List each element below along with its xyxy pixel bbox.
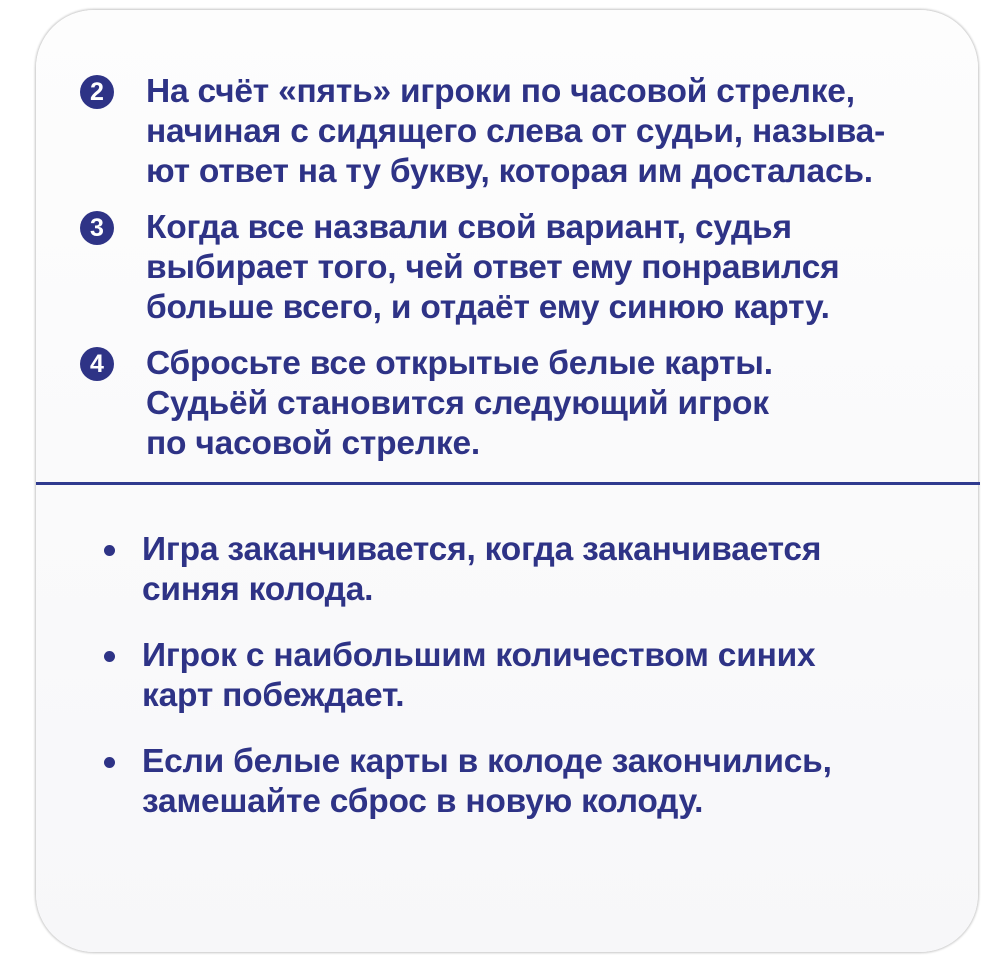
step-item — [80, 208, 960, 328]
rule-item — [104, 530, 964, 610]
step-number-badge: 3 — [80, 211, 114, 245]
step-item — [80, 344, 960, 464]
rule-text: Игра заканчивается, когда заканчивается синяя колода. — [142, 531, 822, 608]
step-text: Сбросьте все открытые белые карты. Судьёй становится следующий игрок по часовой стрелке. — [146, 345, 773, 462]
rule-item — [104, 742, 964, 822]
rules-list — [104, 530, 964, 848]
rule-text: Игрок с наибольшим количеством синих карт побеждает. — [142, 637, 816, 714]
step-item — [80, 72, 960, 192]
steps-list — [80, 72, 960, 480]
bullet-icon — [104, 757, 115, 768]
section-divider — [36, 482, 980, 485]
bullet-icon — [104, 545, 115, 556]
bullet-icon — [104, 651, 115, 662]
step-number-badge: 4 — [80, 347, 114, 381]
step-text: Когда все назвали свой вариант, судья выбирает того, чей ответ ему понравился больше всего, и отдаёт ему синюю карту. — [146, 209, 840, 326]
step-number-badge: 2 — [80, 75, 114, 109]
step-text: На счёт «пять» игроки по часовой стрелке, начиная с сидящего слева от судьи, называ- ют ответ на ту букву, которая им досталась. — [146, 73, 886, 190]
rule-text: Если белые карты в колоде закончились, замешайте сброс в новую колоду. — [142, 743, 832, 820]
rule-item — [104, 636, 964, 716]
